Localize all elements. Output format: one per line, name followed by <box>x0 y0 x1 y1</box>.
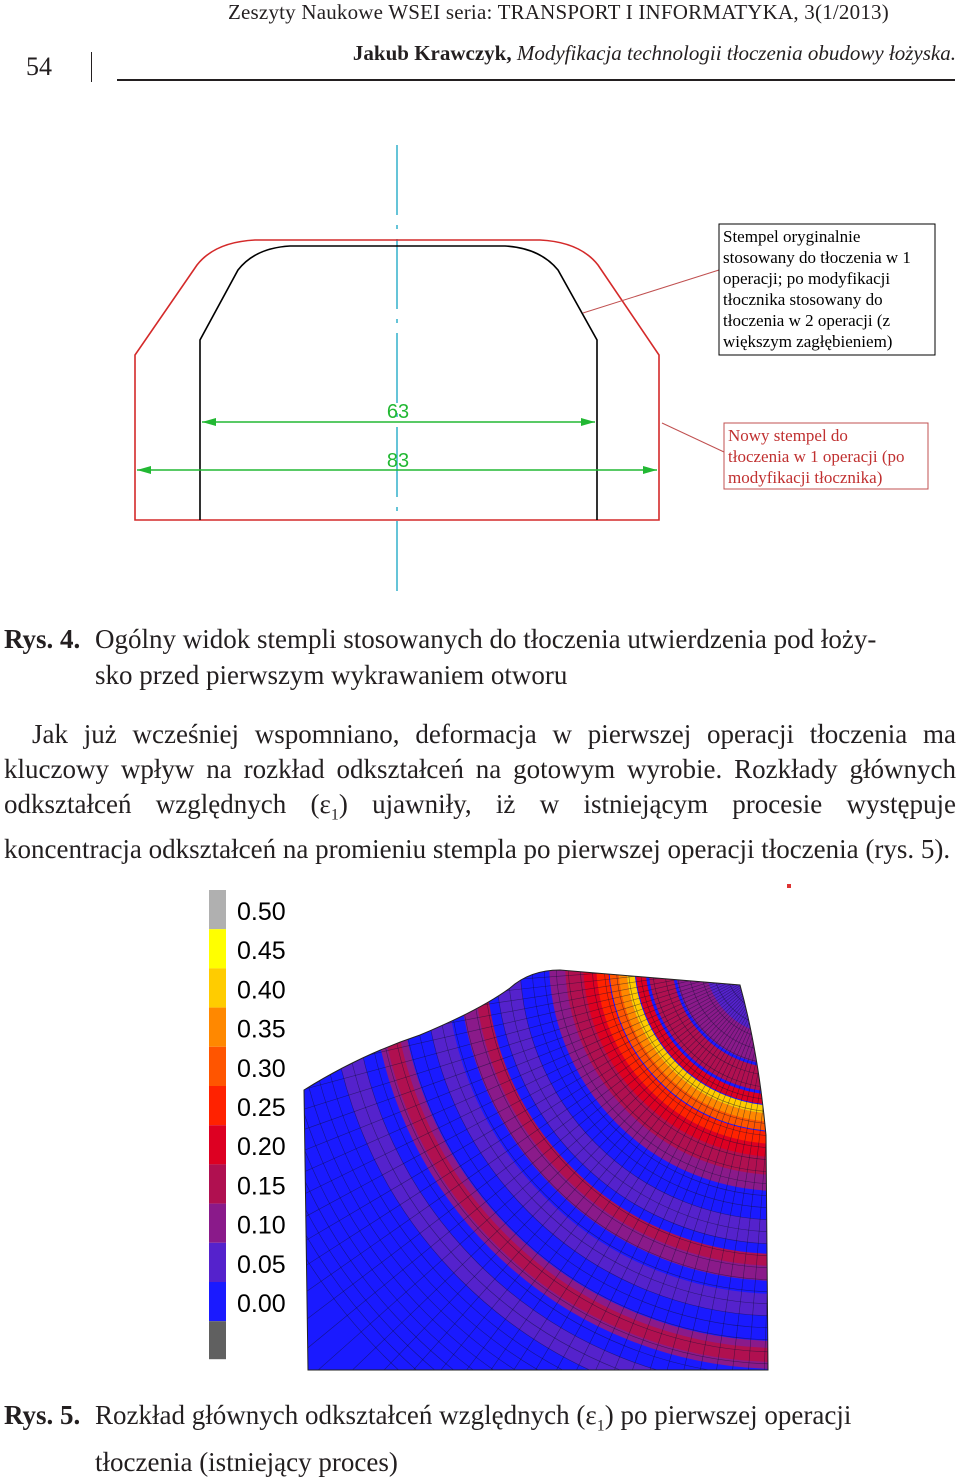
figure-5-strain-distribution <box>0 870 960 1380</box>
annotation-original-line-6: większym zagłębieniem) <box>723 332 893 351</box>
original-punch-outline <box>200 246 597 520</box>
dimension-63-label: 63 <box>386 401 410 423</box>
author-name: Jakub Krawczyk, <box>352 41 512 65</box>
annotation-original-line-2: stosowany do tłoczenia w 1 <box>723 248 911 267</box>
header-divider <box>91 52 92 82</box>
header-rule <box>117 79 955 81</box>
legend-label-1: 0.45 <box>237 937 286 966</box>
legend-swatch-2 <box>209 968 226 1007</box>
figure-4-caption-text <box>95 621 955 693</box>
mesh-ring <box>736 916 824 1004</box>
legend-label-2: 0.40 <box>237 976 286 1005</box>
figure-5-caption-label: Rys. 5. <box>4 1400 81 1430</box>
figure-4-caption-line-2: sko przed pierwszym wykrawaniem otworu <box>95 660 568 690</box>
annotation-new-line-2: tłoczenia w 1 operacji (po <box>728 447 905 466</box>
legend-label-4: 0.30 <box>237 1054 286 1083</box>
body-paragraph <box>4 717 956 867</box>
figure-4-caption-line-1: Ogólny widok stempli stosowanych do tłoczenia utwierdzenia pod łoży- <box>95 624 877 654</box>
annotation-original-line-4: tłocznika stosowany do <box>723 290 883 309</box>
corner-marker <box>787 884 791 888</box>
figure-4-caption <box>4 621 956 693</box>
figure-5-caption-pre: Rozkład głównych odkształceń względnych (ε <box>95 1400 597 1430</box>
body-text-part-1: Jak już wcześniej wspomniano, deformacja w pierwszej operacji tłoczenia ma kluczowy wpływ na rozkład odkształceń na gotowym wyrobie. Rozkłady głównych odkształceń względnych (ε <box>4 719 956 819</box>
legend-swatch-bottom <box>209 1321 226 1359</box>
dimension-83-label: 83 <box>386 450 410 472</box>
running-title <box>300 41 956 66</box>
legend-swatch-5 <box>209 1086 226 1125</box>
legend-swatch-9 <box>209 1243 226 1282</box>
legend-swatch-0 <box>209 890 226 929</box>
leader-new <box>662 423 724 452</box>
legend-swatch-4 <box>209 1047 226 1086</box>
article-title: Modyfikacja technologii tłoczenia obudowy łożyska. <box>516 41 956 65</box>
legend-swatch-3 <box>209 1008 226 1047</box>
legend-swatch-8 <box>209 1204 226 1243</box>
annotation-new-line-3: modyfikacji tłocznika) <box>728 468 883 487</box>
arrow-left-83 <box>137 466 151 474</box>
leader-original <box>583 270 719 313</box>
journal-header: Zeszyty Naukowe WSEI seria: TRANSPORT I INFORMATYKA, 3(1/2013) <box>228 0 889 24</box>
strain-legend <box>209 890 286 1359</box>
annotation-original-line-1: Stempel oryginalnie <box>723 227 861 246</box>
legend-label-7: 0.15 <box>237 1172 286 1201</box>
mesh-ring <box>760 940 800 980</box>
epsilon-subscript: 1 <box>330 806 339 824</box>
figure-4-caption-label: Rys. 4. <box>4 624 81 654</box>
arrow-right-83 <box>643 466 657 474</box>
mesh-ring <box>748 928 812 992</box>
legend-label-6: 0.20 <box>237 1133 286 1162</box>
annotation-original-line-5: tłoczenia w 2 operacji (z <box>723 311 891 330</box>
legend-label-10: 0.00 <box>237 1290 286 1318</box>
figure-5-caption-line-1 <box>95 1397 955 1444</box>
figure-5-caption <box>4 1397 956 1478</box>
figure-5-caption-line-2: tłoczenia (istniejący proces) <box>95 1447 398 1478</box>
arrow-left-63 <box>202 418 216 426</box>
legend-label-5: 0.25 <box>237 1094 286 1122</box>
figure-5-caption-post: ) po pierwszej operacji <box>604 1400 852 1430</box>
annotation-new-line-1: Nowy stempel do <box>728 426 848 445</box>
legend-swatch-7 <box>209 1164 226 1203</box>
legend-label-0: 0.50 <box>237 898 286 926</box>
body-text-part-2: ) ujawniły, iż w istniejącym procesie występuje koncentracja odkształceń na promieniu stempla po pierwszej operacji tłoczenia (rys. 5). <box>4 789 956 865</box>
arrow-right-63 <box>581 418 595 426</box>
legend-label-8: 0.10 <box>237 1211 286 1240</box>
figure-4-punch-drawing <box>0 100 960 600</box>
legend-swatch-10 <box>209 1282 226 1321</box>
legend-label-3: 0.35 <box>237 1015 286 1044</box>
figure-5-caption-subscript: 1 <box>596 1417 605 1435</box>
annotation-original-line-3: operacji; po modyfikacji <box>723 269 891 288</box>
figure-5-caption-text <box>95 1397 955 1480</box>
legend-label-9: 0.05 <box>237 1250 286 1279</box>
legend-swatch-6 <box>209 1125 226 1164</box>
legend-swatch-1 <box>209 929 226 968</box>
page-number: 54 <box>26 52 52 81</box>
